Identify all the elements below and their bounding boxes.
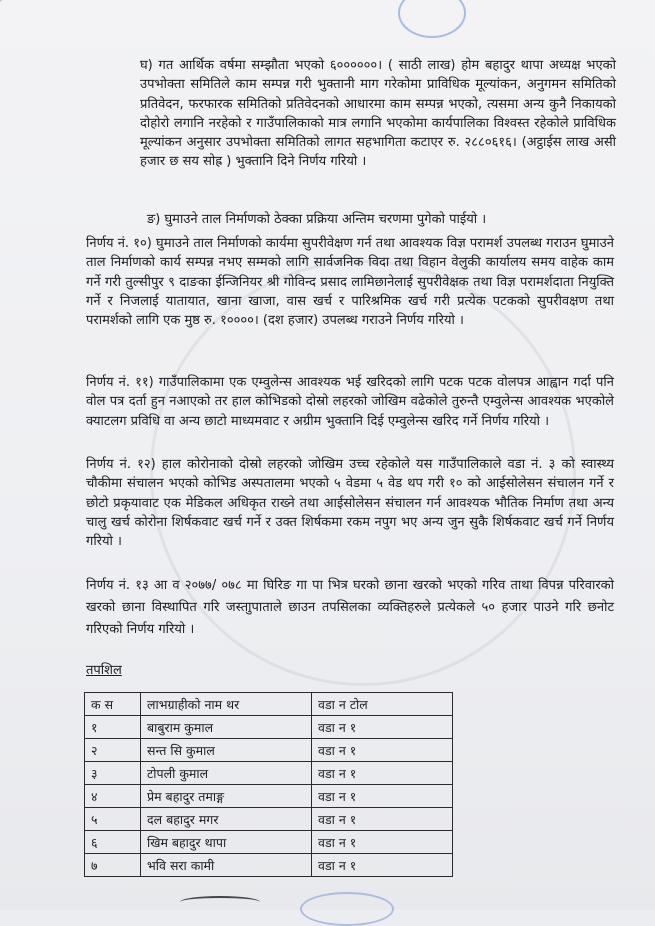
cell-name: सन्त सि कुमाल [141,739,312,762]
cell-ward: वडा न १ [312,831,453,854]
column-header-name: लाभग्राहीको नाम थर [141,693,312,716]
office-seal-stamp [398,0,466,38]
table-row [85,808,453,831]
decision-10: निर्णय नं. १०) घुमाउने ताल निर्माणको कार्यमा सुपरीवेक्षण गर्न तथा आवश्यक विज्ञ परामर्श उपलब्ध गराउन घुमाउने ताल निर्माणको कार्य सम्पन्न नभए सम्मको लागि सार्वजनिक विदा तथा विहान वेलुकी कार्यालय समय वाहेक काम गर्ने गरी तुल्सीपुर ९ दाङका ईन्जिनियर श्री गोविन्द प्रसाद लामिछानेलाई सुपरीवेक्षक तथा विज्ञ परामर्शदाता नियुक्ति गर्ने र निजलाई यातायात, खाना खाजा, वास खर्च र पारिश्रमिक खर्च गरी प्रत्येक पटकको सुपरीवक्षण तथा परामर्शको लागि एक मुष्ठ रु. १००००। (दश हजार) उपलब्ध गराउने निर्णय गरियो । [86,236,614,329]
table-row [85,739,453,762]
decision-12: निर्णय नं. १२) हाल कोरोनाको दोस्रो लहरको जोखिम उच्च रहेकोले यस गाउँपालिकाले वडा नं. ३ को स्वास्थ्य चौकीमा संचालन भएको कोभिड अस्पतालमा भएको ५ वेडमा ५ वेड थप गरी १० को आईसोलेसन संचालन गर्ने र छोटो प्रकृयावाट एक मेडिकल अधिकृत राख्ने तथा आईसोलेसन संचालन गर्न आवश्यक भौतिक निर्माण तथा अन्य चालु खर्च कोरोना शिर्षकवाट खर्च गर्ने र उक्त शिर्षकमा रकम नपुग भए अन्य जुन सुकै शिर्षकवाट खर्च गर्ने निर्णय गरियो । [86,457,614,550]
cell-ward: वडा न १ [312,739,453,762]
cell-ward: वडा न १ [312,808,453,831]
cell-name: खिम बहादुर थापा [141,831,312,854]
beneficiary-table [84,692,453,877]
table-row [85,785,453,808]
table-row [85,716,453,739]
bottom-seal-stamp [300,892,394,926]
cell-sn: ७ [85,854,141,877]
table-row [85,854,453,877]
column-header-ward: वडा न टोल [312,693,453,716]
cell-sn: २ [85,739,141,762]
decision-13: निर्णय नं. १३ आ व २०७७/ ०७८ मा घिरिङ गा पा भित्र घरको छाना खरको भएको गरिव ताथा विपन्न परिवारको खरको छाना विस्थापित गरि जस्ताुपाताले छाउन तपसिलका व्यक्तिहरुले प्रत्येकले ५० हजार पाउने गरि छनोट गरिएको निर्णय गरियो । [86,578,614,637]
cell-ward: वडा न १ [312,785,453,808]
cell-sn: १ [85,716,141,739]
cell-name: दल बहादुर मगर [141,808,312,831]
decision-11: निर्णय नं. ११) गाउँपालिकामा एक एम्वुलेन्स आवश्यक भई खरिदको लागि पटक पटक वोलपत्र आह्वान गर्दा पनि वोल पत्र दर्ता हुन नआएको तर हाल कोभिडको दोस्रो लहरको जोखिम वढेकोले तुरुन्तै एम्वुलेन्स आवश्यक भएकोले क्याटलग प्रविधि वा अन्य छाटो माध्यमवाट र अग्रीम भुक्तानि दिई एम्वुलेन्स खरिद गर्ने निर्णय गरियो । [86,375,614,429]
cell-name: भवि सरा कामी [141,854,312,877]
cell-sn: ३ [85,762,141,785]
cell-ward: वडा न १ [312,716,453,739]
cell-ward: वडा न १ [312,854,453,877]
cell-name: प्रेम बहादुर तमाङ्ग [141,785,312,808]
table-row [85,831,453,854]
cell-ward: वडा न १ [312,762,453,785]
cell-sn: ५ [85,808,141,831]
page-fold-mark [0,0,37,10]
tapashil-heading: तपशिल [86,663,122,678]
cell-name: बाबुराम कुमाल [141,716,312,739]
clause-nga: ङ) घुमाउने ताल निर्माणको ठेक्का प्रक्रिया अन्तिम चरणमा पुगेको पाईयो । [147,212,487,227]
signature-mark [180,896,260,908]
table-header-row [85,693,453,716]
column-header-sn: क स [85,693,141,716]
cell-sn: ४ [85,785,141,808]
table-row [85,762,453,785]
cell-sn: ६ [85,831,141,854]
cell-name: टोपली कुमाल [141,762,312,785]
clause-gha: घ) गत आर्थिक वर्षमा सम्झौता भएको ६००००००। ( साठी लाख) होम बहादुर थापा अध्यक्ष भएको उपभोक्ता समितिले काम सम्पन्न गरी भुक्तानी माग गरेकोमा प्राविधिक मूल्यांकन, अनुगमन समितिको प्रतिवेदन, फरफारक समितिको प्रतिवेदनको आधारमा काम सम्पन्न भएको, त्यसमा अन्य कुनै निकायको दोहोरो लगानि नरहेको र गाउँपालिकाको मात्र लगानि भएकोमा कार्यपालिका विश्वस्त रहेकोले प्राविधिक मूल्यांकन अनुसार उपभोक्ता समितिको लागत सहभागिता कटाएर रु. २८८०६१६। (अट्ठाईस लाख असी हजार छ सय सोह्र ) भुक्तानि दिने निर्णय गरियो । [140,58,616,170]
